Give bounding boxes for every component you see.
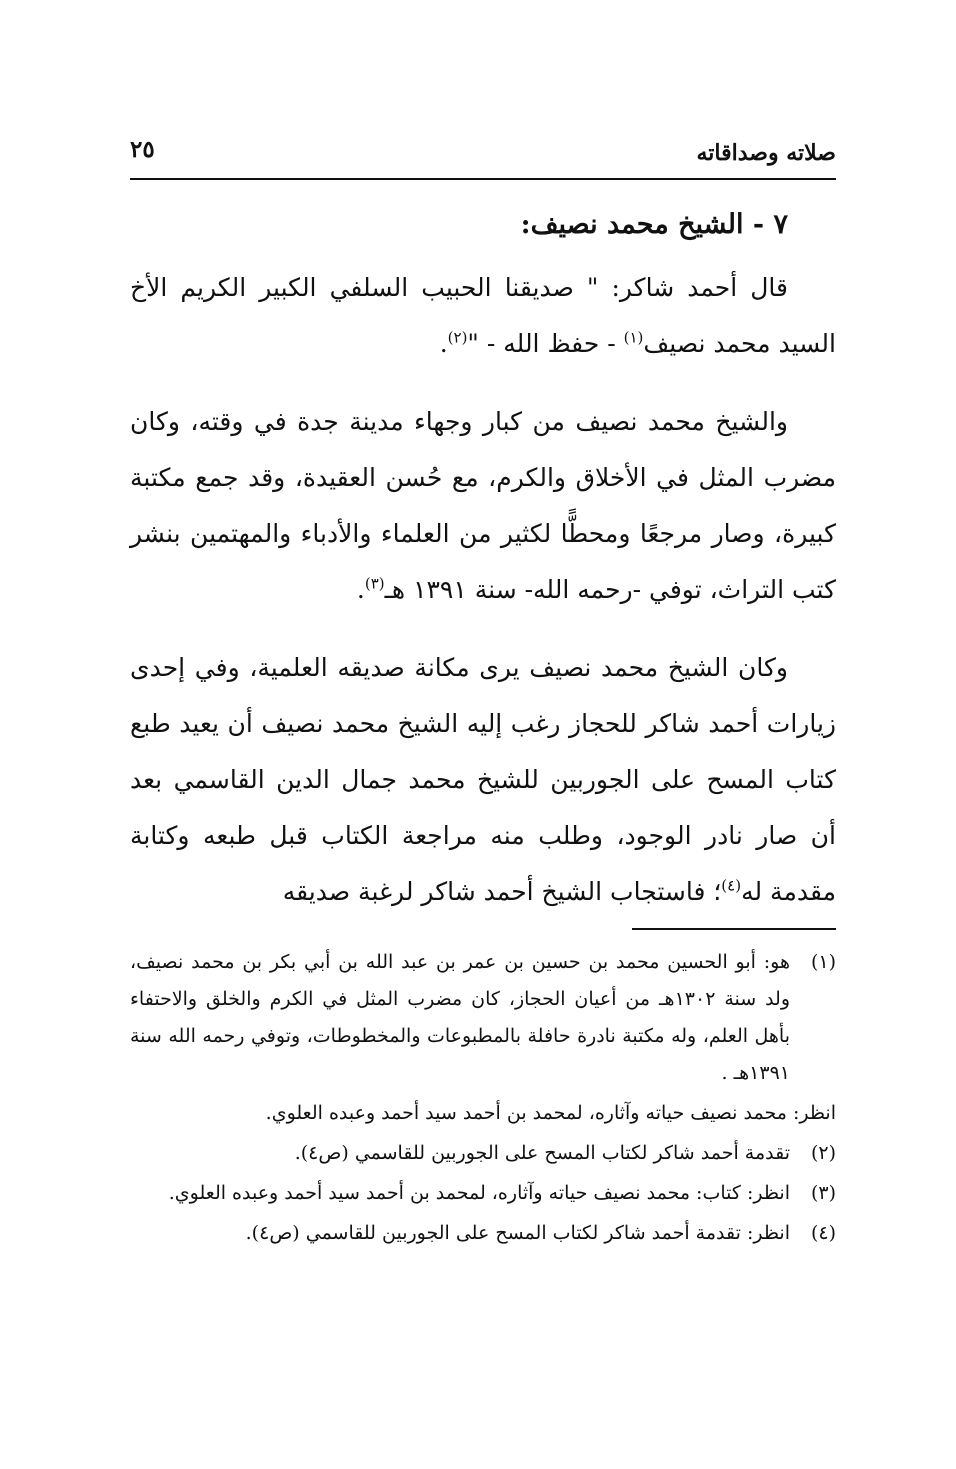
paragraph-text: وكان الشيخ محمد نصيف يرى مكانة صديقه العلمية، وفي إحدى زيارات أحمد شاكر للحجاز رغب إليه الشيخ محمد نصيف أن يعيد طبع كتاب المسح على الجوربين للشيخ محمد جمال الدين القاسمي بعد أن صار نادر الوجود، وطلب منه مراجعة الكتاب قبل طبعه وكتابة مقدمة له [130,653,836,906]
main-text [130,200,836,942]
running-title: صلاته وصداقاته [696,140,836,166]
footnote-number: (٤) [810,1222,836,1244]
footnote-3 [130,1175,836,1212]
footnote-number: (٢) [810,1142,836,1164]
footnotes [130,944,836,1255]
paragraph-text: قال أحمد شاكر: " صديقنا الحبيب السلفي الكبير الكريم الأخ السيد محمد نصيف [130,273,836,358]
page-number: ٢٥ [130,136,155,163]
footnote-text: تقدمة أحمد شاكر لكتاب المسح على الجوربين للقاسمي (ص٤). [294,1142,790,1164]
footnote-text: هو: أبو الحسين محمد بن حسين بن عمر بن عبد الله بن أبي بكر بن محمد نصيف، ولد سنة ١٣٠٢هـ من أعيان الحجاز، كان مضرب المثل في الكرم والخلق والاحتفاء بأهل العلم، وله مكتبة نادرة حافلة بالمطبوعات والمخطوطات، وتوفي رحمه الله سنة ١٣٩١هـ . [130,951,791,1084]
footnote-ref-4[interactable]: (٤) [721,876,742,895]
running-header [130,136,836,176]
footnote-ref-2[interactable]: (٢) [447,328,468,347]
paragraph-text: والشيخ محمد نصيف من كبار وجهاء مدينة جدة في وقته، وكان مضرب المثل في الأخلاق والكرم، مع حُسن العقيدة، وقد جمع مكتبة كبيرة، وصار مرجعًا ومحطًّا لكثير من العلماء والأدباء والمهتمين بنشر كتب التراث، توفي -رحمه الله- سنة ١٣٩١ هـ [130,407,836,604]
header-rule [130,178,836,180]
footnote-number: (٣) [810,1182,836,1204]
paragraph-quote [130,260,836,372]
footnote-1 [130,944,836,1092]
section-heading: ٧ - الشيخ محمد نصيف: [520,209,788,240]
paragraph-text: ؛ فاستجاب الشيخ أحمد شاكر لرغبة صديقه [282,877,722,906]
paragraph-visit [130,640,836,920]
paragraph-text: - حفظ الله - " [467,329,624,358]
footnote-ref-1[interactable]: (١) [623,328,644,347]
footnote-number: (١) [810,951,836,973]
footnote-separator [632,928,836,930]
footnote-text: انظر: كتاب: محمد نصيف حياته وآثاره، لمحمد بن أحمد سيد أحمد وعبده العلوي. [168,1182,790,1204]
footnote-2 [130,1135,836,1172]
paragraph-biography [130,394,836,618]
paragraph-text: . [356,575,365,604]
footnote-text: انظر: تقدمة أحمد شاكر لكتاب المسح على الجوربين للقاسمي (ص٤). [245,1222,790,1244]
footnote-4 [130,1215,836,1252]
paragraph-text: . [439,329,448,358]
footnote-ref-3[interactable]: (٣) [364,574,385,593]
footnote-1-reference: انظر: محمد نصيف حياته وآثاره، لمحمد بن أحمد سيد أحمد وعبده العلوي. [265,1102,836,1124]
